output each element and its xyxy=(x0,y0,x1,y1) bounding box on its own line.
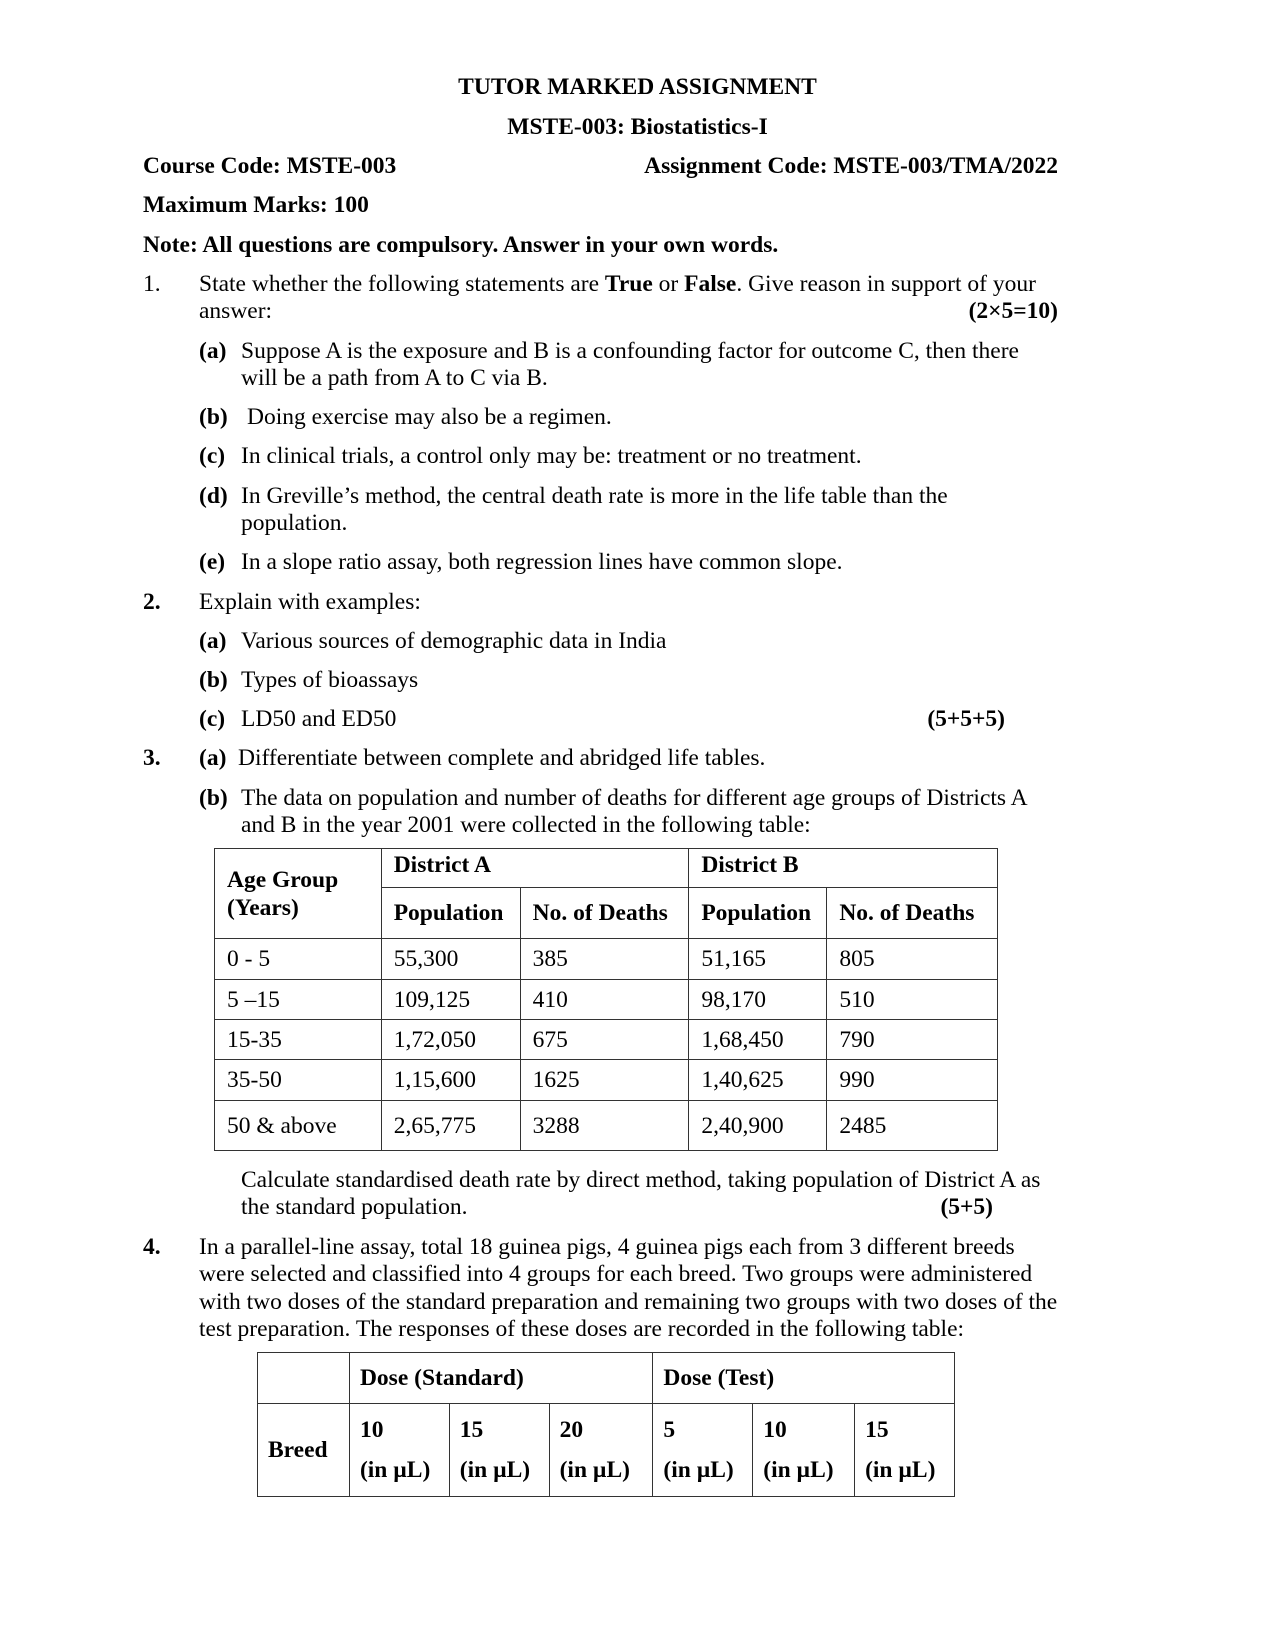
population-b-cell: 2,40,900 xyxy=(689,1101,827,1151)
table-row xyxy=(215,1060,998,1101)
q1-d-line2: population. xyxy=(241,510,348,536)
blank-header-cell xyxy=(258,1353,350,1404)
population-b-cell: 1,40,625 xyxy=(689,1060,827,1101)
q1-or-word: or xyxy=(652,271,685,297)
q1-true-word: True xyxy=(604,271,653,297)
q1-text-a: State whether the following statements are xyxy=(199,271,605,297)
dose-unit: (in µL) xyxy=(459,1457,531,1483)
deaths-a-cell: 385 xyxy=(520,939,689,980)
q1-e-text: In a slope ratio assay, both regression lines have common slope. xyxy=(241,549,843,575)
dose-value: 15 xyxy=(865,1417,889,1443)
dose-header-cell xyxy=(753,1404,855,1497)
q1-text-b: . Give reason in support of your xyxy=(736,271,1036,297)
q2-a-label: (a) xyxy=(199,628,227,654)
deaths-a-cell: 1625 xyxy=(520,1060,689,1101)
dose-header-cell xyxy=(855,1404,955,1497)
deaths-a-cell: 410 xyxy=(520,980,689,1020)
dose-unit: (in µL) xyxy=(359,1457,431,1483)
district-b-deaths-header: No. of Deaths xyxy=(827,888,998,939)
deaths-b-cell: 2485 xyxy=(827,1101,998,1151)
age-cell: 5 –15 xyxy=(215,980,382,1020)
q3-b-label: (b) xyxy=(199,785,228,811)
deaths-b-cell: 510 xyxy=(827,980,998,1020)
age-group-header-line2: (Years) xyxy=(227,894,299,921)
population-a-cell: 109,125 xyxy=(381,980,520,1020)
q2-c-label: (c) xyxy=(199,706,226,732)
deaths-b-cell: 805 xyxy=(827,939,998,980)
q3-calc-line2: the standard population. xyxy=(241,1194,468,1220)
deaths-b-cell: 990 xyxy=(827,1060,998,1101)
note: Note: All questions are compulsory. Answer in your own words. xyxy=(143,232,779,258)
q1-a-line1: Suppose A is the exposure and B is a confounding factor for outcome C, then there xyxy=(241,338,1019,364)
q1-a-label: (a) xyxy=(199,338,227,364)
dose-test-header: Dose (Test) xyxy=(653,1353,955,1404)
assignment-code: Assignment Code: MSTE-003/TMA/2022 xyxy=(644,153,1058,179)
age-cell: 0 - 5 xyxy=(215,939,382,980)
dose-value: 15 xyxy=(459,1417,484,1443)
q1-c-text: In clinical trials, a control only may be: treatment or no treatment. xyxy=(241,443,862,469)
table-row xyxy=(215,939,998,980)
population-b-cell: 51,165 xyxy=(689,939,827,980)
q2-c-text: LD50 and ED50 xyxy=(241,706,397,732)
dose-value: 5 xyxy=(663,1417,676,1443)
age-group-header xyxy=(215,849,382,939)
q3-b-line1: The data on population and number of deaths for different age groups of Districts A xyxy=(241,785,1028,811)
district-a-deaths-header: No. of Deaths xyxy=(520,888,689,939)
population-b-cell: 1,68,450 xyxy=(689,1020,827,1060)
q3-marks: (5+5) xyxy=(940,1194,993,1220)
q3-a-label: (a) xyxy=(199,745,227,771)
q1-d-line1: In Greville’s method, the central death rate is more in the life table than the xyxy=(241,483,948,509)
dose-unit: (in µL) xyxy=(663,1457,734,1483)
q1-e-label: (e) xyxy=(199,549,226,575)
table-row xyxy=(215,1101,998,1151)
q2-b-text: Types of bioassays xyxy=(241,667,419,693)
q1-a-line2: will be a path from A to C via B. xyxy=(241,365,548,391)
q3-a-text: Differentiate between complete and abridged life tables. xyxy=(238,745,766,771)
breed-header: Breed xyxy=(258,1404,350,1497)
deaths-a-cell: 675 xyxy=(520,1020,689,1060)
q1-false-word: False xyxy=(684,271,737,297)
page-subtitle: MSTE-003: Biostatistics-I xyxy=(507,114,768,140)
q1-marks: (2×5=10) xyxy=(968,298,1058,324)
page-title: TUTOR MARKED ASSIGNMENT xyxy=(458,74,817,100)
q2-marks: (5+5+5) xyxy=(927,706,1005,732)
district-a-header: District A xyxy=(381,849,689,888)
table-row xyxy=(215,980,998,1020)
dose-header-cell xyxy=(549,1404,653,1497)
district-table xyxy=(214,848,998,1151)
dose-header-cell xyxy=(449,1404,549,1497)
q1-number: 1. xyxy=(143,271,161,297)
q4-line1: In a parallel-line assay, total 18 guinea pigs, 4 guinea pigs each from 3 different breeds xyxy=(199,1234,1015,1260)
dose-header-cell xyxy=(653,1404,753,1497)
course-code: Course Code: MSTE-003 xyxy=(143,153,397,179)
q4-number: 4. xyxy=(143,1234,161,1260)
dose-unit: (in µL) xyxy=(865,1457,936,1483)
q4-line3: with two doses of the standard preparation and remaining two groups with two doses of the xyxy=(199,1289,1058,1315)
dose-table xyxy=(257,1352,955,1497)
q3-number: 3. xyxy=(143,745,161,771)
district-b-header: District B xyxy=(689,849,998,888)
q3-calc-line1: Calculate standardised death rate by direct method, taking population of District A as xyxy=(241,1167,1041,1193)
dose-value: 10 xyxy=(359,1417,384,1443)
max-marks: Maximum Marks: 100 xyxy=(143,192,369,218)
q3-b-line2: and B in the year 2001 were collected in the following table: xyxy=(241,812,811,838)
q2-a-text: Various sources of demographic data in India xyxy=(241,628,667,654)
q2-b-label: (b) xyxy=(199,667,228,693)
q1-text xyxy=(199,270,1036,298)
q1-d-label: (d) xyxy=(199,483,228,509)
q4-line4: test preparation. The responses of these doses are recorded in the following table: xyxy=(199,1316,965,1342)
dose-unit: (in µL) xyxy=(763,1457,834,1483)
district-a-population-header: Population xyxy=(381,888,520,939)
dose-unit: (in µL) xyxy=(559,1457,630,1483)
dose-value: 10 xyxy=(763,1417,787,1443)
age-cell: 50 & above xyxy=(215,1101,382,1151)
dose-value: 20 xyxy=(559,1417,584,1443)
population-a-cell: 55,300 xyxy=(381,939,520,980)
q2-number: 2. xyxy=(143,589,161,615)
population-a-cell: 1,72,050 xyxy=(381,1020,520,1060)
population-a-cell: 1,15,600 xyxy=(381,1060,520,1101)
q1-b-text: Doing exercise may also be a regimen. xyxy=(247,404,612,430)
q1-c-label: (c) xyxy=(199,443,226,469)
dose-standard-header: Dose (Standard) xyxy=(349,1353,652,1404)
q1-b-label: (b) xyxy=(199,404,228,430)
population-a-cell: 2,65,775 xyxy=(381,1101,520,1151)
age-cell: 15-35 xyxy=(215,1020,382,1060)
age-group-header-line1: Age Group xyxy=(227,866,339,893)
age-cell: 35-50 xyxy=(215,1060,382,1101)
district-b-population-header: Population xyxy=(689,888,827,939)
q2-text: Explain with examples: xyxy=(199,589,421,615)
q4-line2: were selected and classified into 4 groups for each breed. Two groups were administered xyxy=(199,1261,1033,1287)
dose-header-cell xyxy=(349,1404,449,1497)
q1-text-c: answer: xyxy=(199,298,273,324)
deaths-b-cell: 790 xyxy=(827,1020,998,1060)
deaths-a-cell: 3288 xyxy=(520,1101,689,1151)
population-b-cell: 98,170 xyxy=(689,980,827,1020)
table-row xyxy=(215,1020,998,1060)
